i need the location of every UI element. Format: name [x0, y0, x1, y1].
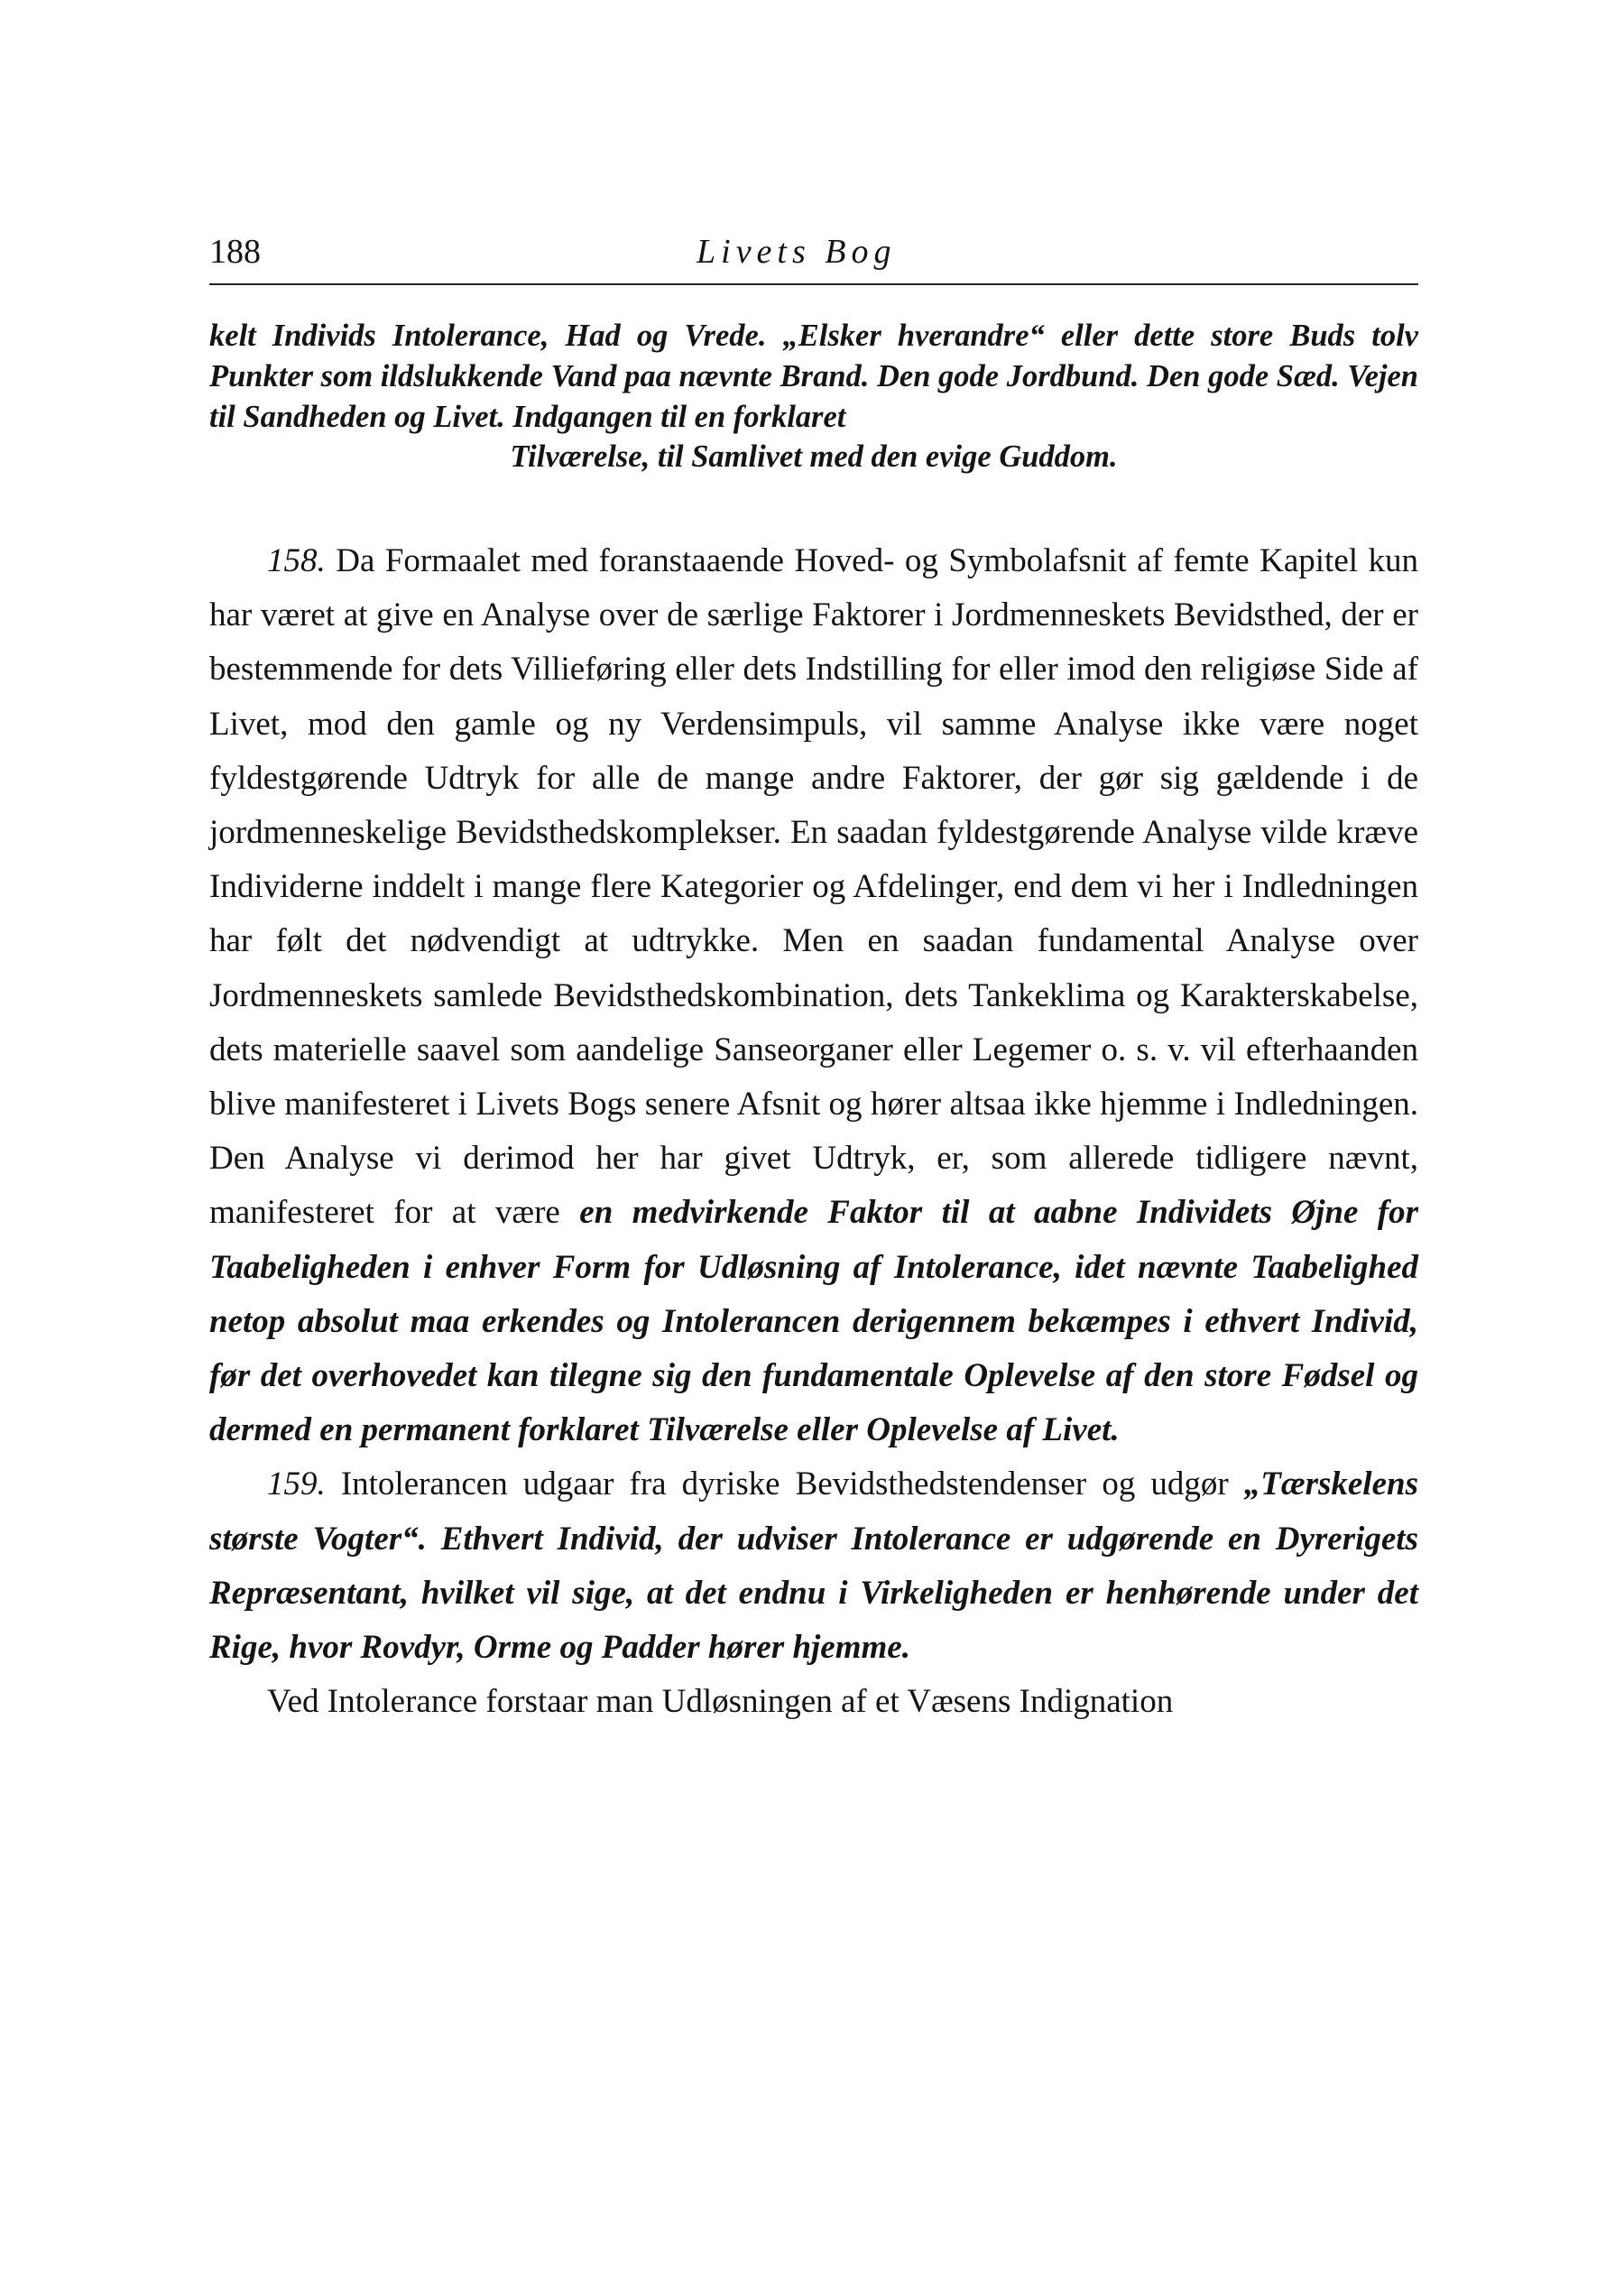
paragraph-number: 159.: [267, 1465, 326, 1503]
paragraph-159: [209, 1457, 1418, 1675]
running-title: Livets Bog: [697, 233, 897, 271]
header-divider: [209, 283, 1418, 285]
paragraph-text: Ved Intolerance forstaar man Udløsningen af et Væsens Indignation: [267, 1683, 1174, 1721]
chapter-summary-last-line: Tilværelse, til Samlivet med den evige Guddom.: [510, 439, 1118, 474]
page-header: [209, 226, 1418, 282]
chapter-summary: kelt Individs Intolerance, Had og Vrede. „Elsker hverandre“ eller dette store Buds tolv Punkter som ildslukkende Vand paa nævnte Brand. Den gode Jordbund. Den gode Sæd. Vejen til Sandheden og Livet. Indgangen til en forklaret: [209, 319, 1418, 434]
page-number: 188: [209, 233, 261, 271]
paragraph-158: [209, 534, 1418, 1457]
paragraph-text: Intolerancen udgaar fra dyriske Bevidsthedstendenser og udgør: [340, 1465, 1229, 1503]
paragraph-text: Da Formaalet med foranstaaende Hoved- og Symbolafsnit af femte Kapitel kun har været at give en Analyse over de særlige Faktorer i Jordmenneskets Bevidsthed, der er bestemmende for dets Villieføring eller dets Indstilling for eller imod den religiøse Side af Livet, mod den gamle og ny Verdensimpuls, vil samme Analyse ikke være noget fyldestgørende Udtryk for alle de mange andre Faktorer, der gør sig gældende i de jordmenneskelige Bevidsthedskomplekser. En saadan fyldestgørende Analyse vilde kræve Individerne inddelt i mange flere Kategorier og Afdelinger, end dem vi her i Indledningen har følt det nødvendigt at udtrykke. Men en saadan fundamental Analyse over Jordmenneskets samlede Bevidsthedskombination, dets Tankeklima og Karakterskabelse, dets materielle saavel som aandelige Sanseorganer eller Legemer o. s. v. vil efterhaanden blive manifesteret i Livets Bogs senere Afsnit og hører altsaa ikke hjemme i Indledningen. Den Analyse vi derimod her har givet Udtryk, er, som allerede tidligere nævnt, manifesteret for at være: [209, 542, 1418, 1232]
paragraph-emphasis: en medvirkende Faktor til at aabne Individets Øjne for Taabeligheden i enhver Form for Udløsning af Intolerance, idet nævnte Taabelighed netop absolut maa erkendes og Intolerancen derigennem bekæmpes i ethvert Individ, før det overhovedet kan tilegne sig den fundamentale Oplevelse af den store Fødsel og dermed en permanent forklaret Tilværelse eller Oplevelse af Livet.: [209, 1194, 1419, 1449]
body-text: [209, 534, 1418, 1729]
paragraph-emphasis: „Tærskelens største Vogter“. Ethvert Individ, der udviser Intolerance er udgørende en Dyrerigets Repræsentant, hvilket vil sige, at det endnu i Virkeligheden er henhørende under det Rige, hvor Rovdyr, Orme og Padder hører hjemme.: [209, 1465, 1418, 1667]
paragraph-number: 158.: [267, 542, 326, 579]
paragraph-continuation: [209, 1675, 1418, 1729]
